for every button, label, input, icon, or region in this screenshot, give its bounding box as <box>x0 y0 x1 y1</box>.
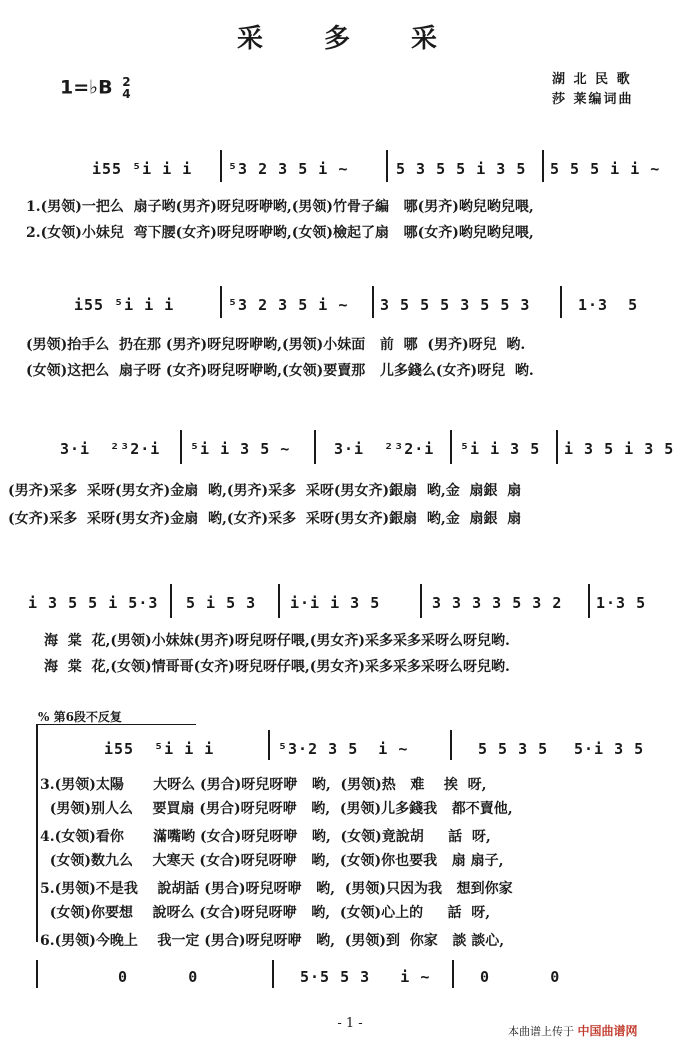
credit-author: 莎 莱编词曲 <box>552 92 634 107</box>
measure: 5·i 3 5 <box>574 740 645 758</box>
measure: 1·3 5 <box>596 594 647 612</box>
footer-text: 本曲谱上传于 <box>508 1025 574 1038</box>
barline <box>588 584 590 618</box>
measure: ⁵3·2 3 5 i ~ <box>278 740 409 758</box>
lyric-line: (男齐)采多 采呀(男女齐)金扇 哟,(男齐)采多 采呀(男女齐)銀扇 哟,金 扇銀 扇 <box>8 483 522 499</box>
lyric-line: (男领)别人么 要買扇 (男合)呀兒呀咿 哟, (男领)儿多錢我 都不賣他, <box>40 801 513 817</box>
footer <box>508 1022 638 1039</box>
measure: 3 5 5 5 3 5 5 3 <box>380 296 531 314</box>
measure: i55 ⁵i i i <box>92 160 193 178</box>
footer-brand: 中国曲谱网 <box>577 1024 638 1038</box>
lyric-line: 海 棠 花,(女领)情哥哥(女齐)呀兒呀仔喂,(男女齐)采多采多采呀么呀兒哟. <box>44 659 510 675</box>
key-prefix: 1=♭B <box>60 76 113 99</box>
volta-line <box>36 724 196 725</box>
credit-origin: 湖 北 民 歌 <box>552 72 632 87</box>
lyric-line: (女齐)采多 采呀(男女齐)金扇 哟,(女齐)采多 采呀(男女齐)銀扇 哟,金 扇銀 扇 <box>8 511 522 527</box>
measure: i55 ⁵i i i <box>104 740 215 758</box>
barline <box>556 430 558 464</box>
lyric-line: 2.(女领)小妹兒 弯下腰(女齐)呀兒呀咿哟,(女领)檢起了扇 哪(女齐)哟兒哟兒喂, <box>26 225 534 241</box>
barline <box>272 960 274 988</box>
repeat-barline <box>36 960 38 988</box>
barline <box>452 960 454 988</box>
lyric-line: 3.(男领)太陽 大呀么 (男合)呀兒呀咿 哟, (男领)热 难 挨 呀, <box>40 777 487 793</box>
measure: i 3 5 i 3 5 <box>564 440 675 458</box>
repeat-start-barline <box>36 724 38 942</box>
measure: 5 5 5 i i ~ <box>550 160 661 178</box>
lyric-line: (女领)你要想 說呀么 (女合)呀兒呀咿 哟, (女领)心上的 話 呀, <box>40 905 491 921</box>
time-bottom: 4 <box>122 87 131 101</box>
lyric-line: (女领)这把么 扇子呀 (女齐)呀兒呀咿哟,(女领)要賣那 儿多錢么(女齐)呀兒 哟. <box>26 363 534 379</box>
barline <box>542 150 544 182</box>
lyric-line: (女领)数九么 大寒天 (女合)呀兒呀咿 哟, (女领)你也要我 扇 扇子, <box>40 853 504 869</box>
barline <box>450 730 452 760</box>
measure: ⁵3 2 3 5 i ~ <box>228 160 349 178</box>
repeat-note: % 第6段不反复 <box>38 710 122 724</box>
time-signature <box>122 76 130 100</box>
measure: 5 3 5 5 i 3 5 <box>396 160 527 178</box>
barline <box>220 150 222 182</box>
barline <box>560 286 562 318</box>
page-number: - 1 - <box>337 1016 363 1031</box>
measure: 3·i ²³2·i <box>334 440 435 458</box>
measure: 0 0 <box>118 968 199 986</box>
measure: 5 5 3 5 <box>478 740 549 758</box>
barline <box>268 730 270 760</box>
measure: 3·i ²³2·i <box>60 440 161 458</box>
key-signature <box>60 76 131 100</box>
barline <box>420 584 422 618</box>
lyric-line: 1.(男领)一把么 扇子哟(男齐)呀兒呀咿哟,(男领)竹骨子編 哪(男齐)哟兒哟兒喂, <box>26 199 534 215</box>
measure: i55 ⁵i i i <box>74 296 175 314</box>
measure: ⁵3 2 3 5 i ~ <box>228 296 349 314</box>
barline <box>278 584 280 618</box>
barline <box>220 286 222 318</box>
barline <box>386 150 388 182</box>
measure: 5 i 5 3 <box>186 594 257 612</box>
barline <box>314 430 316 464</box>
measure: 5·5 5 3 i ~ <box>300 968 431 986</box>
measure: 0 0 <box>480 968 561 986</box>
lyric-line: 5.(男领)不是我 說胡話 (男合)呀兒呀咿 哟, (男领)只因为我 想到你家 <box>40 881 513 897</box>
measure: 3 3 3 3 5 3 2 <box>432 594 563 612</box>
barline <box>450 430 452 464</box>
barline <box>180 430 182 464</box>
lyric-line: 6.(男领)今晚上 我一定 (男合)呀兒呀咿 哟, (男领)到 你家 談 談心, <box>40 933 505 949</box>
lyric-line: (男领)抬手么 扔在那 (男齐)呀兒呀咿哟,(男领)小妹面 前 哪 (男齐)呀兒 哟. <box>26 337 526 353</box>
barline <box>372 286 374 318</box>
lyric-line: 4.(女领)看你 滿嘴哟 (女合)呀兒呀咿 哟, (女领)竟說胡 話 呀, <box>40 829 491 845</box>
measure: ⁵i i 3 5 <box>460 440 541 458</box>
barline <box>170 584 172 618</box>
credits <box>552 70 634 110</box>
measure: ⁵i i 3 5 ~ <box>190 440 291 458</box>
measure: i·i i 3 5 <box>290 594 381 612</box>
measure: 1·3 5 <box>578 296 639 314</box>
lyric-line: 海 棠 花,(男领)小妹妹(男齐)呀兒呀仔喂,(男女齐)采多采多采呀么呀兒哟. <box>44 633 510 649</box>
time-top: 2 <box>122 75 131 89</box>
measure: i 3 5 5 i 5·3 <box>28 594 159 612</box>
song-title: 采 多 采 <box>236 24 464 54</box>
